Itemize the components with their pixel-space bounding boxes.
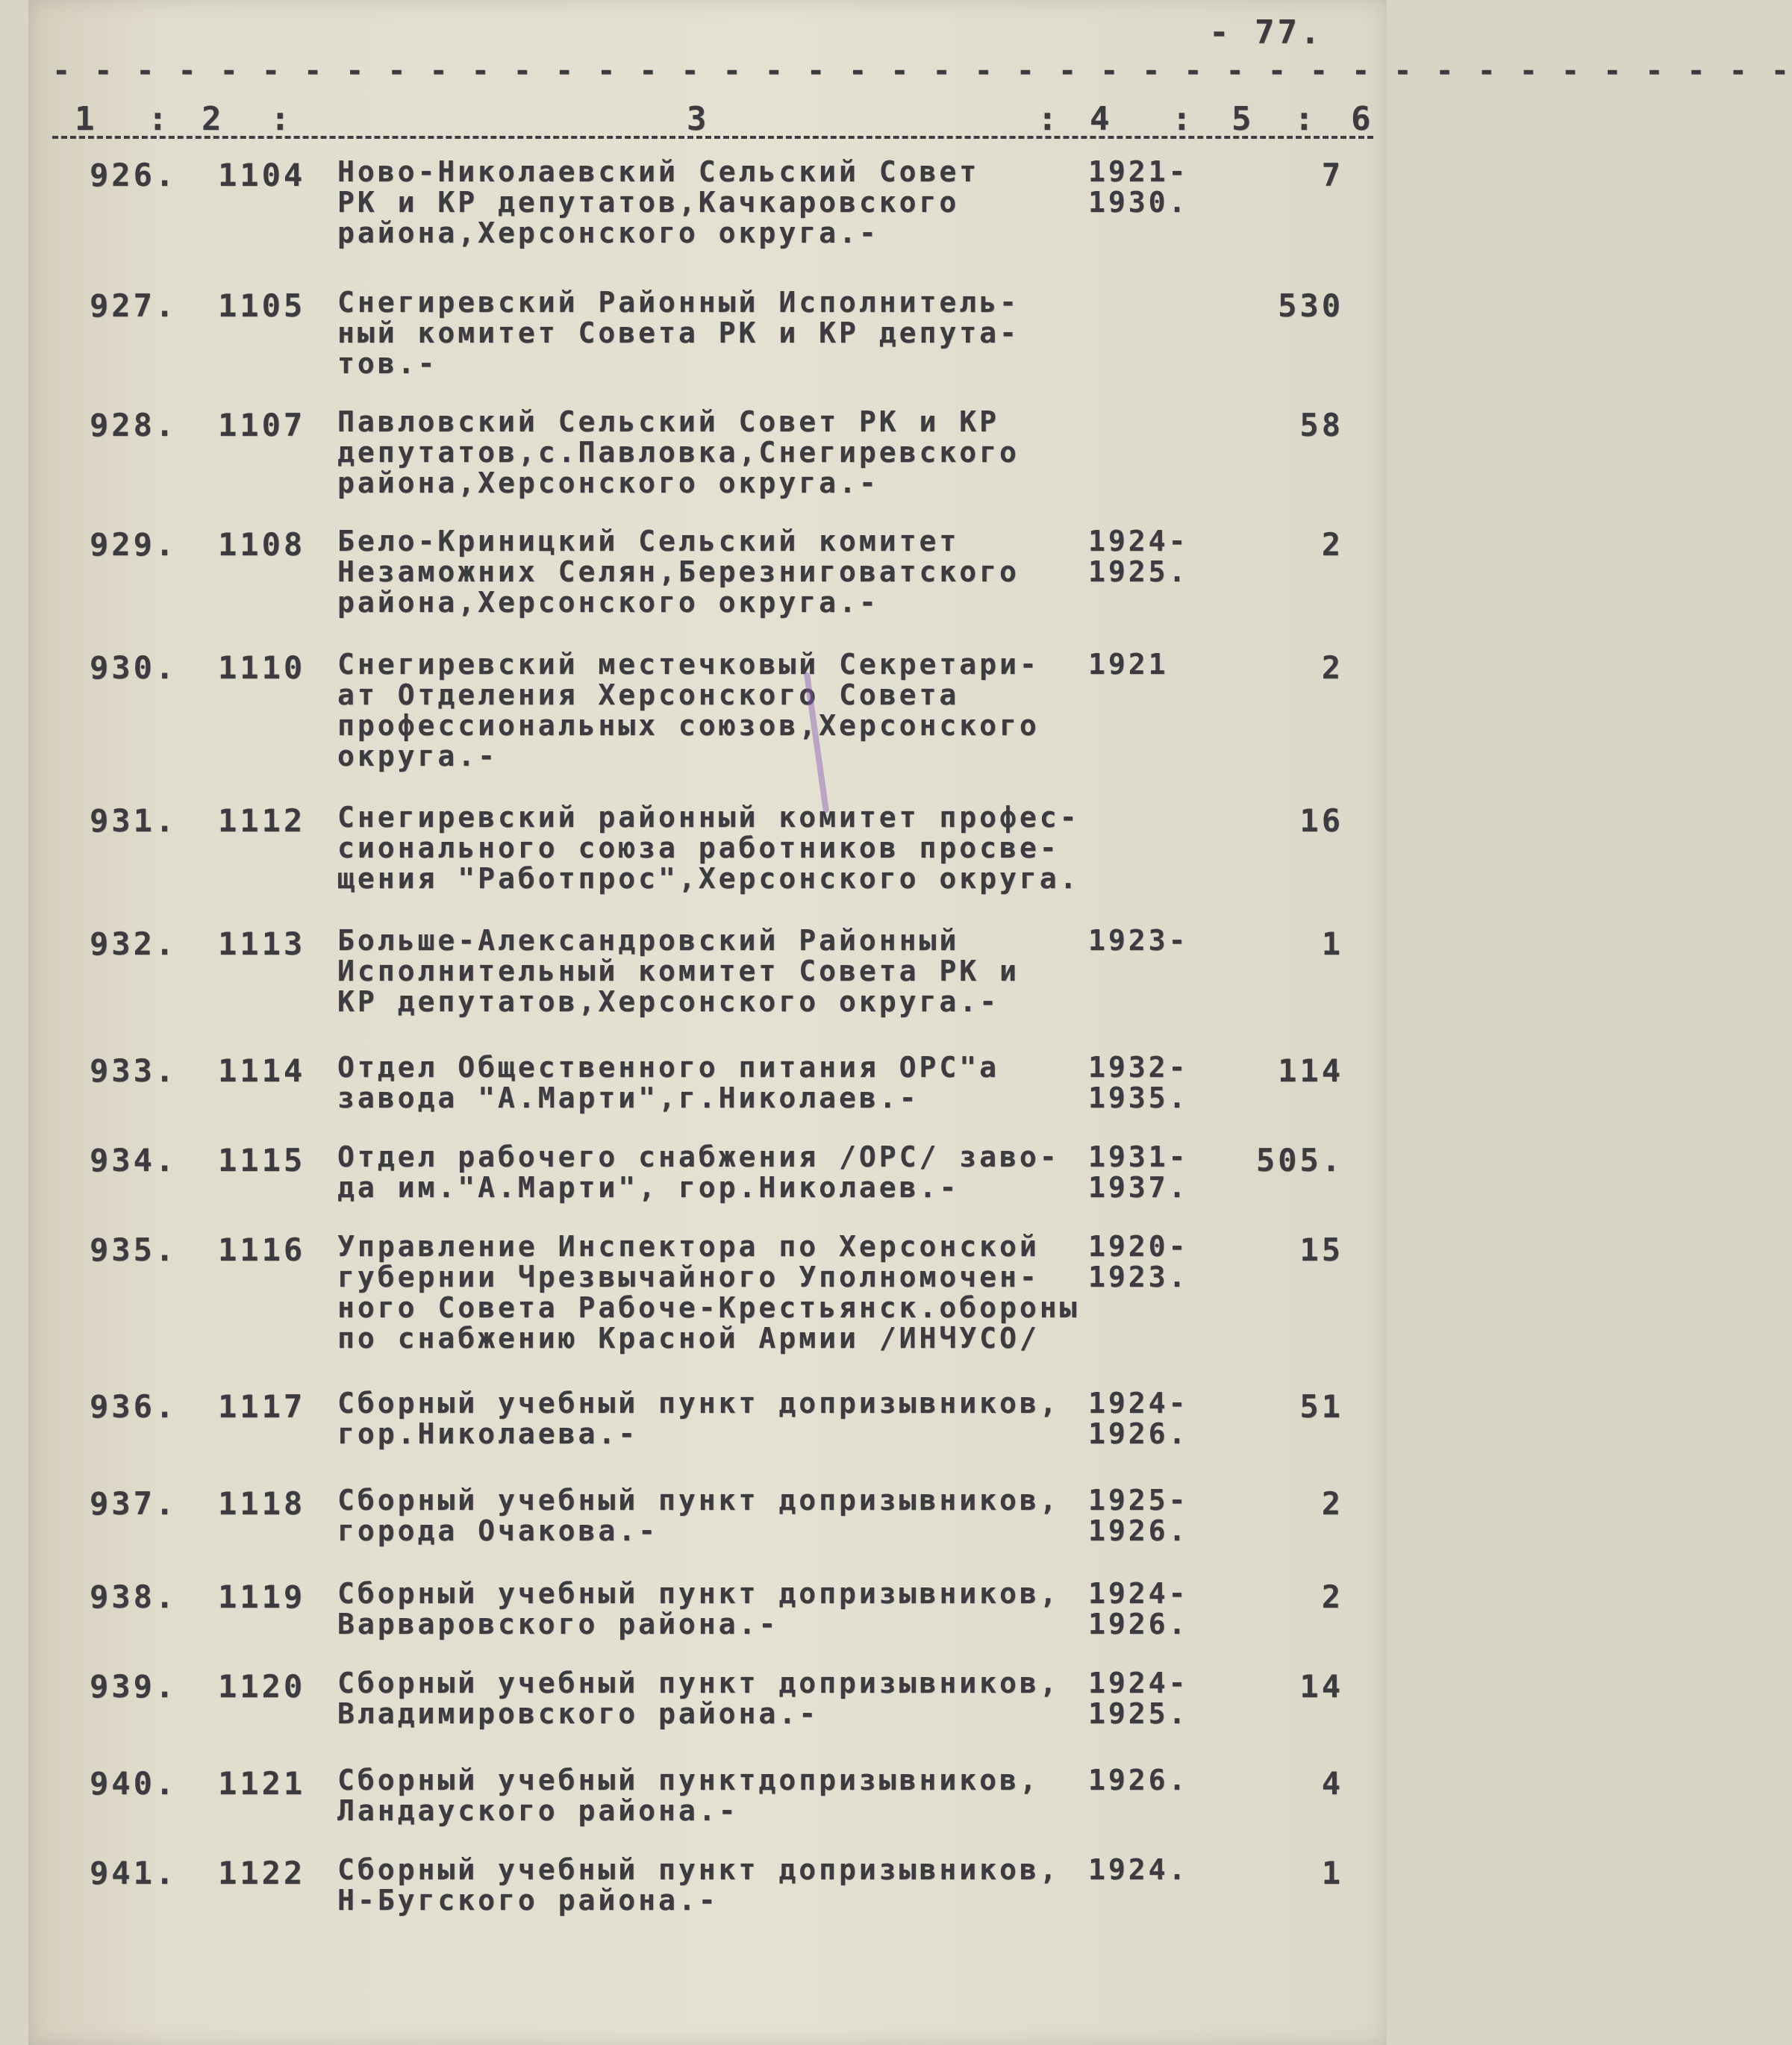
col-header-sep: : — [1172, 100, 1195, 138]
entry-number: 928. — [90, 407, 178, 443]
description-line: ат Отделения Херсонского Совета — [337, 678, 960, 711]
date-range — [1088, 1579, 1188, 1640]
fond-number: 1118 — [218, 1485, 306, 1522]
description-line: Сборный учебный пункт допризывников, — [337, 1577, 1060, 1610]
description-line: Бело-Криницкий Сельский комитет — [337, 525, 960, 558]
col-header-3: 3 — [687, 100, 710, 138]
description-line: Ландауского района.- — [337, 1794, 739, 1827]
year-line: 1932- — [1088, 1051, 1189, 1084]
entry-number: 937. — [90, 1485, 178, 1522]
description-line: по снабжению Красной Армии /ИНЧУСО/ — [337, 1322, 1040, 1355]
item-count: 14 — [1299, 1668, 1343, 1705]
entry-number: 931. — [90, 802, 178, 839]
fond-description — [337, 1485, 1060, 1546]
description-line: ный комитет Совета РК и КР депута- — [337, 316, 1020, 349]
description-line: КР депутатов,Херсонского округа.- — [337, 985, 999, 1018]
fond-description — [337, 1579, 1060, 1640]
description-line: Сборный учебный пунктдопризывников, — [337, 1764, 1040, 1796]
date-range — [1088, 1231, 1188, 1293]
description-line: депутатов,с.Павловка,Снегиревского — [337, 436, 1020, 469]
item-count: 2 — [1321, 649, 1343, 686]
col-header-sep: : — [1294, 100, 1317, 138]
entry-number: 930. — [90, 649, 178, 686]
entry-number: 938. — [90, 1579, 178, 1615]
description-line: Управление Инспектора по Херсонской — [337, 1230, 1040, 1263]
item-count: 15 — [1299, 1231, 1343, 1268]
fond-number: 1104 — [218, 157, 306, 193]
description-line: района,Херсонского округа.- — [337, 586, 879, 619]
col-header-sep: : — [1037, 100, 1061, 138]
description-line: города Очакова.- — [337, 1514, 659, 1547]
description-line: района,Херсонского округа.- — [337, 216, 879, 249]
year-line: 1920- — [1088, 1230, 1189, 1263]
entry-number: 936. — [90, 1388, 178, 1425]
year-line: 1931- — [1088, 1140, 1189, 1173]
fond-number: 1112 — [218, 802, 306, 839]
description-line: Владимировского района.- — [337, 1697, 819, 1730]
description-line: сионального союза работников просве- — [337, 831, 1060, 864]
description-line: Павловский Сельский Совет РК и КР — [337, 405, 999, 438]
col-header-1: 1 — [75, 100, 98, 138]
year-line: 1923- — [1088, 924, 1189, 957]
description-line: ного Совета Рабоче-Крестьянск.обороны — [337, 1291, 1080, 1324]
description-line: губернии Чрезвычайного Уполномочен- — [337, 1261, 1040, 1293]
entry-number: 939. — [90, 1668, 178, 1705]
page-number: - 77. — [1209, 13, 1323, 51]
entry-number: 934. — [90, 1142, 178, 1178]
description-line: гор.Николаева.- — [337, 1417, 639, 1450]
col-header-sep: : — [148, 100, 171, 138]
year-line: 1925. — [1088, 1697, 1189, 1730]
fond-number: 1110 — [218, 649, 306, 686]
year-line: 1921- — [1088, 155, 1189, 188]
description-line: Сборный учебный пункт допризывников, — [337, 1484, 1060, 1517]
fond-description — [337, 649, 1040, 772]
year-line: 1925- — [1088, 1484, 1189, 1517]
fond-number: 1120 — [218, 1668, 306, 1705]
description-line: Снегиревский Районный Исполнитель- — [337, 286, 1020, 319]
fond-number: 1116 — [218, 1231, 306, 1268]
year-line: 1921 — [1088, 648, 1169, 681]
fond-number: 1105 — [218, 287, 306, 324]
fond-description — [337, 925, 1020, 1017]
year-line: 1924- — [1088, 1577, 1189, 1610]
fond-description — [337, 1855, 1060, 1916]
date-range — [1088, 1388, 1188, 1449]
description-line: Исполнительный комитет Совета РК и — [337, 955, 1020, 987]
year-line: 1924- — [1088, 1387, 1189, 1420]
date-range — [1088, 526, 1188, 587]
entry-number: 927. — [90, 287, 178, 324]
item-count: 505. — [1255, 1142, 1343, 1178]
entry-number: 940. — [90, 1765, 178, 1802]
item-count: 114 — [1278, 1052, 1343, 1089]
description-line: Сборный учебный пункт допризывников, — [337, 1853, 1060, 1886]
fond-number: 1108 — [218, 526, 306, 563]
fond-number: 1117 — [218, 1388, 306, 1425]
entry-number: 941. — [90, 1855, 178, 1891]
description-line: щения "Работпрос",Херсонского округа. — [337, 862, 1080, 895]
fond-description — [337, 1142, 1060, 1203]
top-dashed-rule: - - - - - - - - - - - - - - - - - - - - - - - - - - - - - - - - - - - - - - - - - - — [52, 54, 1792, 88]
year-line: 1935. — [1088, 1081, 1189, 1114]
fond-number: 1119 — [218, 1579, 306, 1615]
fond-number: 1107 — [218, 407, 306, 443]
year-line: 1930. — [1088, 186, 1189, 219]
fond-description — [337, 1668, 1060, 1729]
item-count: 58 — [1299, 407, 1343, 443]
item-count: 1 — [1321, 925, 1343, 962]
description-line: Н-Бугского района.- — [337, 1884, 719, 1917]
year-line: 1926. — [1088, 1514, 1189, 1547]
year-line: 1924- — [1088, 525, 1189, 558]
item-count: 530 — [1278, 287, 1343, 324]
description-line: да им."А.Марти", гор.Николаев.- — [337, 1171, 960, 1204]
fond-description — [337, 1388, 1060, 1449]
description-line: Отдел рабочего снабжения /ОРС/ заво- — [337, 1140, 1060, 1173]
year-line: 1926. — [1088, 1417, 1189, 1450]
date-range — [1088, 1485, 1188, 1546]
fond-number: 1121 — [218, 1765, 306, 1802]
description-line: Снегиревский районный комитет профес- — [337, 801, 1080, 834]
date-range — [1088, 1855, 1188, 1885]
description-line: округа.- — [337, 740, 499, 772]
fond-description — [337, 407, 1020, 499]
year-line: 1926. — [1088, 1764, 1189, 1796]
fond-description — [337, 802, 1079, 894]
fond-description — [337, 1765, 1040, 1826]
description-line: Ново-Николаевский Сельский Совет — [337, 155, 980, 188]
item-count: 2 — [1321, 1579, 1343, 1615]
year-line: 1923. — [1088, 1261, 1189, 1293]
col-header-6: 6 — [1351, 100, 1374, 138]
description-line: района,Херсонского округа.- — [337, 466, 879, 499]
description-line: завода "А.Марти",г.Николаев.- — [337, 1081, 920, 1114]
description-line: Сборный учебный пункт допризывников, — [337, 1387, 1060, 1420]
fond-description — [337, 1052, 999, 1114]
year-line: 1924- — [1088, 1667, 1189, 1699]
entry-number: 935. — [90, 1231, 178, 1268]
item-count: 51 — [1299, 1388, 1343, 1425]
column-header — [52, 100, 1396, 145]
fond-description — [337, 287, 1020, 379]
description-line: тов.- — [337, 347, 438, 380]
fond-number: 1122 — [218, 1855, 306, 1891]
entry-number: 932. — [90, 925, 178, 962]
date-range — [1088, 649, 1169, 680]
description-line: профессиональных союзов,Херсонского — [337, 709, 1040, 742]
date-range — [1088, 925, 1188, 956]
fond-number: 1113 — [218, 925, 306, 962]
fond-description — [337, 526, 1020, 618]
col-header-4: 4 — [1090, 100, 1113, 138]
description-line: Варваровского района.- — [337, 1608, 779, 1640]
item-count: 2 — [1321, 526, 1343, 563]
item-count: 16 — [1299, 802, 1343, 839]
description-line: Незаможних Селян,Березниговатского — [337, 555, 1020, 588]
date-range — [1088, 1668, 1188, 1729]
date-range — [1088, 1765, 1188, 1796]
fond-number: 1114 — [218, 1052, 306, 1089]
date-range — [1088, 157, 1188, 218]
col-header-5: 5 — [1231, 100, 1255, 138]
item-count: 4 — [1321, 1765, 1343, 1802]
date-range — [1088, 1142, 1188, 1203]
description-line: Отдел Общественного питания ОРС"а — [337, 1051, 999, 1084]
year-line: 1924. — [1088, 1853, 1189, 1886]
fond-number: 1115 — [218, 1142, 306, 1178]
col-header-sep: : — [270, 100, 293, 138]
description-line: РК и КР депутатов,Качкаровского — [337, 186, 960, 219]
col-header-2: 2 — [202, 100, 225, 138]
year-line: 1926. — [1088, 1608, 1189, 1640]
entry-number: 929. — [90, 526, 178, 563]
entry-number: 926. — [90, 157, 178, 193]
year-line: 1925. — [1088, 555, 1189, 588]
fond-description — [337, 157, 979, 249]
description-line: Сборный учебный пункт допризывников, — [337, 1667, 1060, 1699]
description-line: Снегиревский местечковый Секретари- — [337, 648, 1040, 681]
date-range — [1088, 1052, 1188, 1114]
year-line: 1937. — [1088, 1171, 1189, 1204]
item-count: 7 — [1321, 157, 1343, 193]
header-dashed-underline — [52, 136, 1373, 139]
description-line: Больше-Александровский Районный — [337, 924, 960, 957]
entry-number: 933. — [90, 1052, 178, 1089]
fond-description — [337, 1231, 1079, 1354]
item-count: 1 — [1321, 1855, 1343, 1891]
item-count: 2 — [1321, 1485, 1343, 1522]
